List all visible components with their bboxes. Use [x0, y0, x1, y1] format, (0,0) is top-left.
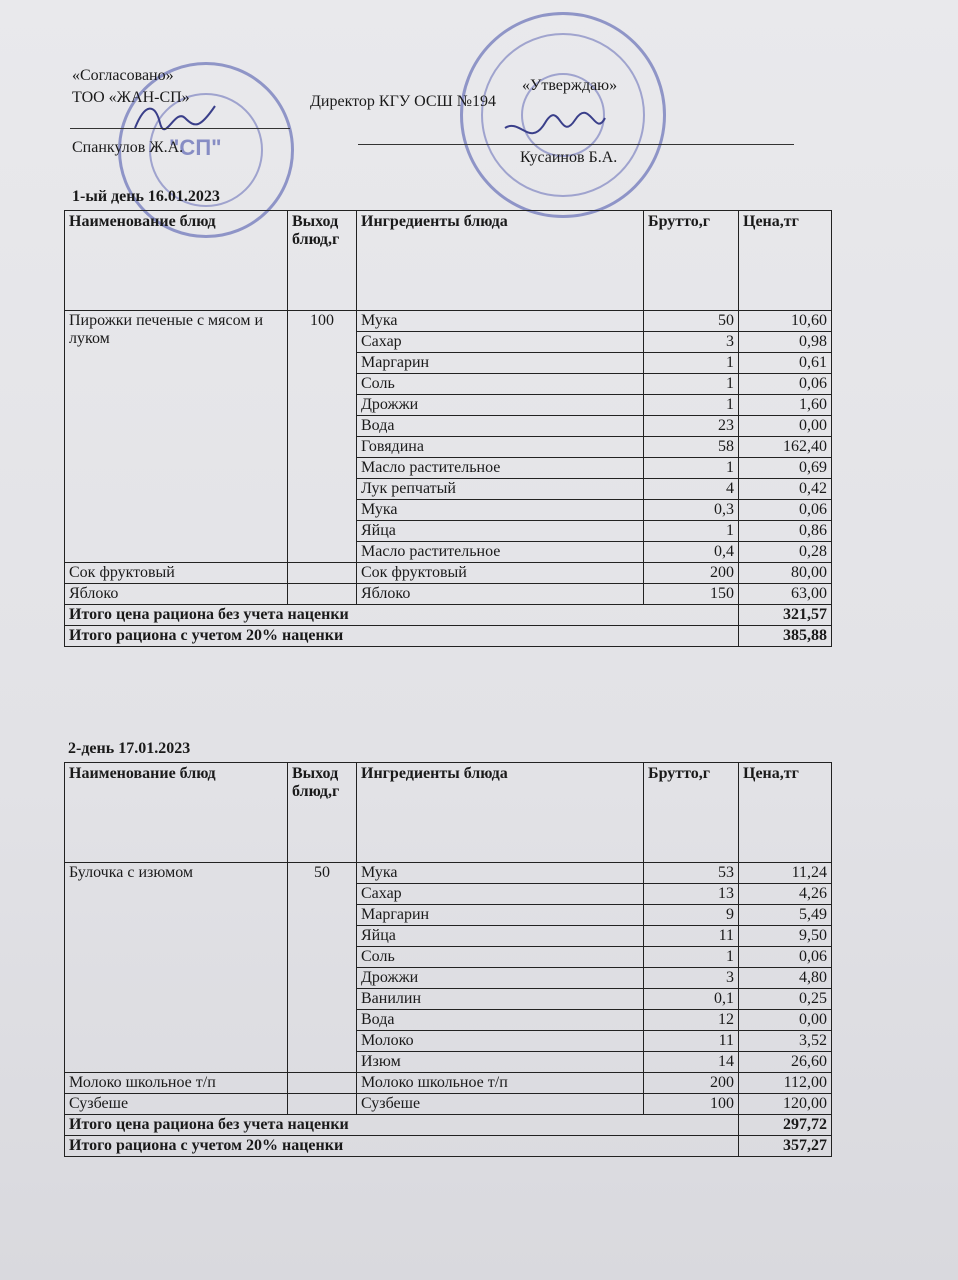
ingredient-gross: 0,4 [644, 542, 739, 563]
ingredient-name: Соль [357, 947, 644, 968]
col-name-header: Наименование блюд [65, 763, 288, 863]
ingredient-name: Мука [357, 311, 644, 332]
table-row [65, 1073, 832, 1094]
ingredient-price: 0,61 [739, 353, 832, 374]
ingredient-name: Маргарин [357, 905, 644, 926]
total-label: Итого цена рациона без учета наценки [65, 605, 739, 626]
ingredient-name: Яйца [357, 521, 644, 542]
org-stamp-left: "СП" [118, 62, 294, 238]
col-price-header: Цена,тг [739, 211, 832, 311]
ingredient-name: Лук репчатый [357, 479, 644, 500]
dish-yield [288, 1094, 357, 1115]
dish-yield [288, 563, 357, 584]
dish-yield: 100 [288, 311, 357, 563]
ingredient-price: 0,00 [739, 1010, 832, 1031]
approve-position: Директор КГУ ОСШ №194 [310, 93, 496, 110]
ingredient-price: 0,98 [739, 332, 832, 353]
agreed-org: ТОО «ЖАН-СП» [72, 89, 190, 106]
ingredient-price: 0,06 [739, 947, 832, 968]
ingredient-gross: 9 [644, 905, 739, 926]
ingredient-gross: 12 [644, 1010, 739, 1031]
total-markup-value: 385,88 [739, 626, 832, 647]
total-markup-row [65, 1136, 832, 1157]
ingredient-price: 63,00 [739, 584, 832, 605]
ingredient-gross: 200 [644, 563, 739, 584]
ingredient-price: 9,50 [739, 926, 832, 947]
table-row [65, 563, 832, 584]
agreed-person: Спанкулов Ж.А. [72, 139, 184, 156]
ingredient-gross: 53 [644, 863, 739, 884]
table-row [65, 863, 832, 884]
total-row [65, 605, 832, 626]
approve-label: «Утверждаю» [522, 77, 618, 94]
ingredient-price: 5,49 [739, 905, 832, 926]
total-value: 297,72 [739, 1115, 832, 1136]
ingredient-gross: 1 [644, 458, 739, 479]
agreed-label: «Согласовано» [72, 67, 174, 84]
total-label: Итого цена рациона без учета наценки [65, 1115, 739, 1136]
ingredient-name: Молоко школьное т/п [357, 1073, 644, 1094]
header-row [65, 763, 832, 863]
ingredient-gross: 4 [644, 479, 739, 500]
ingredient-gross: 200 [644, 1073, 739, 1094]
table-row [65, 584, 832, 605]
ingredient-price: 112,00 [739, 1073, 832, 1094]
ingredient-gross: 11 [644, 1031, 739, 1052]
ingredient-name: Масло растительное [357, 458, 644, 479]
ingredient-price: 0,28 [739, 542, 832, 563]
ingredient-name: Вода [357, 1010, 644, 1031]
ingredient-price: 1,60 [739, 395, 832, 416]
ingredient-gross: 0,1 [644, 989, 739, 1010]
dish-name: Пирожки печеные с мясом и луком [65, 311, 288, 563]
ingredient-gross: 150 [644, 584, 739, 605]
col-gross-header: Брутто,г [644, 763, 739, 863]
day2-menu-table [64, 762, 832, 1157]
ingredient-name: Масло растительное [357, 542, 644, 563]
dish-name: Сузбеше [65, 1094, 288, 1115]
dish-yield [288, 584, 357, 605]
ingredient-name: Ванилин [357, 989, 644, 1010]
approve-signature-line [358, 144, 794, 145]
ingredient-gross: 1 [644, 374, 739, 395]
ingredient-gross: 1 [644, 947, 739, 968]
ingredient-name: Мука [357, 863, 644, 884]
ingredient-price: 4,80 [739, 968, 832, 989]
ingredient-gross: 0,3 [644, 500, 739, 521]
ingredient-gross: 1 [644, 353, 739, 374]
ingredient-price: 0,42 [739, 479, 832, 500]
ingredient-gross: 1 [644, 395, 739, 416]
ingredient-gross: 23 [644, 416, 739, 437]
total-markup-label: Итого рациона с учетом 20% наценки [65, 626, 739, 647]
ingredient-name: Сахар [357, 332, 644, 353]
dish-yield [288, 1073, 357, 1094]
ingredient-gross: 3 [644, 332, 739, 353]
ingredient-gross: 13 [644, 884, 739, 905]
ingredient-name: Соль [357, 374, 644, 395]
ingredient-name: Яблоко [357, 584, 644, 605]
ingredient-price: 0,00 [739, 416, 832, 437]
total-markup-value: 357,27 [739, 1136, 832, 1157]
ingredient-name: Яйца [357, 926, 644, 947]
ingredient-name: Сок фруктовый [357, 563, 644, 584]
ingredient-price: 10,60 [739, 311, 832, 332]
dish-yield: 50 [288, 863, 357, 1073]
table-row [65, 311, 832, 332]
ingredient-price: 0,25 [739, 989, 832, 1010]
header-row [65, 211, 832, 311]
ingredient-gross: 11 [644, 926, 739, 947]
col-yield-header: Выход блюд,г [288, 211, 357, 311]
total-value: 321,57 [739, 605, 832, 626]
ingredient-name: Сахар [357, 884, 644, 905]
ingredient-name: Мука [357, 500, 644, 521]
ingredient-price: 0,06 [739, 374, 832, 395]
ingredient-price: 0,86 [739, 521, 832, 542]
ingredient-price: 26,60 [739, 1052, 832, 1073]
col-price-header: Цена,тг [739, 763, 832, 863]
ingredient-price: 80,00 [739, 563, 832, 584]
dish-name: Сок фруктовый [65, 563, 288, 584]
col-name-header: Наименование блюд [65, 211, 288, 311]
ingredient-gross: 100 [644, 1094, 739, 1115]
ingredient-price: 120,00 [739, 1094, 832, 1115]
approve-person: Кусаинов Б.А. [520, 149, 618, 166]
ingredient-name: Дрожжи [357, 395, 644, 416]
ingredient-name: Дрожжи [357, 968, 644, 989]
total-row [65, 1115, 832, 1136]
ingredient-price: 4,26 [739, 884, 832, 905]
day1-title: 1-ый день 16.01.2023 [72, 188, 220, 205]
ingredient-name: Маргарин [357, 353, 644, 374]
dish-name: Булочка с изюмом [65, 863, 288, 1073]
table-row [65, 1094, 832, 1115]
agreed-signature-line [70, 128, 290, 129]
col-ingredients-header: Ингредиенты блюда [357, 763, 644, 863]
dish-name: Молоко школьное т/п [65, 1073, 288, 1094]
dish-name: Яблоко [65, 584, 288, 605]
ingredient-gross: 50 [644, 311, 739, 332]
ingredient-price: 3,52 [739, 1031, 832, 1052]
ingredient-price: 11,24 [739, 863, 832, 884]
ingredient-gross: 3 [644, 968, 739, 989]
ingredient-gross: 14 [644, 1052, 739, 1073]
col-ingredients-header: Ингредиенты блюда [357, 211, 644, 311]
ingredient-name: Молоко [357, 1031, 644, 1052]
col-gross-header: Брутто,г [644, 211, 739, 311]
day1-menu-table [64, 210, 832, 647]
total-markup-row [65, 626, 832, 647]
total-markup-label: Итого рациона с учетом 20% наценки [65, 1136, 739, 1157]
ingredient-gross: 58 [644, 437, 739, 458]
ingredient-name: Изюм [357, 1052, 644, 1073]
ingredient-price: 0,06 [739, 500, 832, 521]
day2-title: 2-день 17.01.2023 [68, 740, 191, 757]
ingredient-name: Говядина [357, 437, 644, 458]
ingredient-name: Вода [357, 416, 644, 437]
ingredient-price: 0,69 [739, 458, 832, 479]
ingredient-name: Сузбеше [357, 1094, 644, 1115]
col-yield-header: Выход блюд,г [288, 763, 357, 863]
ingredient-price: 162,40 [739, 437, 832, 458]
ingredient-gross: 1 [644, 521, 739, 542]
